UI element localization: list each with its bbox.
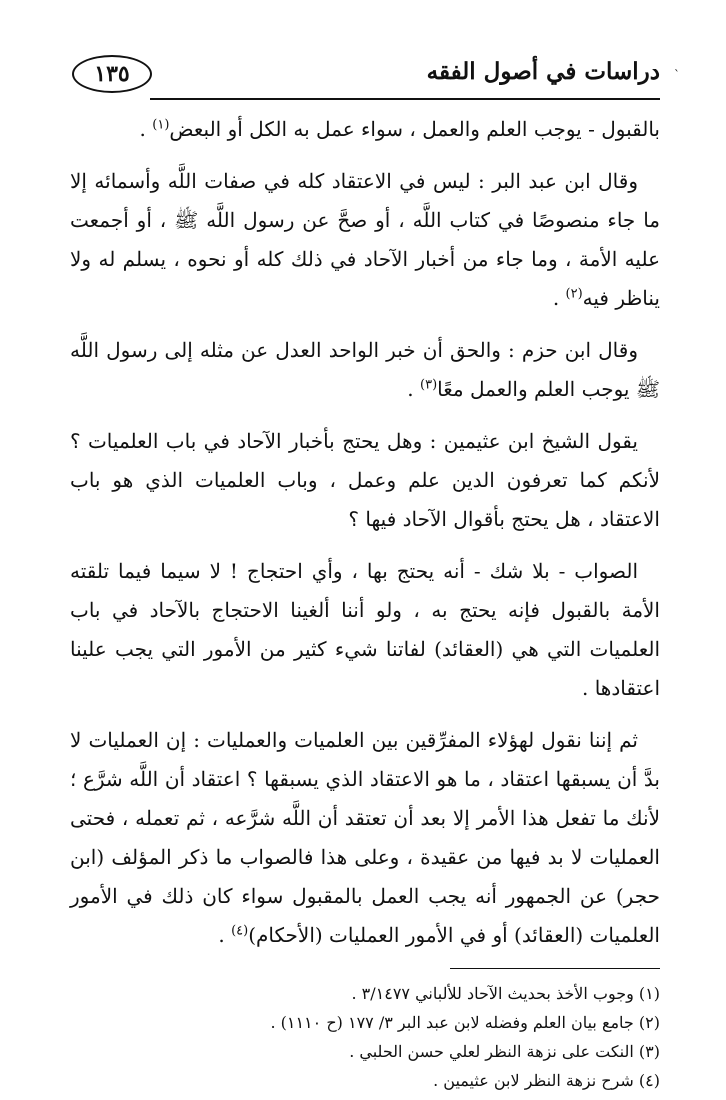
paragraph [70, 721, 660, 955]
footnote: (٢) جامع بيان العلم وفضله لابن عبد البر ٣/ ١٧٧ (ح ١١١٠) . [270, 1013, 660, 1032]
paragraph [70, 162, 660, 318]
footnote-ref: (١) [152, 117, 170, 133]
book-page [70, 40, 680, 1095]
paragraph [70, 422, 660, 539]
footnote-ref: (٢) [565, 286, 583, 302]
footnote-ref: (٤) [231, 923, 249, 939]
paragraph-text: ثم إننا نقول لهؤلاء المفرِّقين بين العلميات والعمليات : إن العمليات لا بدَّ أن يسبقها اعتقاد ، ما هو الاعتقاد الذي يسبقها ؟ اعتقاد أن اللَّه شرَّع ؛ لأنك ما تفعل هذا الأمر إلا بعد أن تعتقد أن اللَّه شرَّعه ، ثم تعمله ، فحتى العمليات لا بد فيها من عقيدة ، وعلى هذا فالصواب ما ذكر المؤلف (ابن حجر) عن الجمهور أنه يجب العمل بالمقبول سواء كان ذلك في الأمور العلميات (العقائد) أو في الأمور العمليات (الأحكام) [70, 728, 660, 947]
page-number: ١٣٥ [72, 55, 152, 93]
footnote: (٤) شرح نزهة النظر لابن عثيمين . [433, 1071, 660, 1090]
paragraph-end: . [218, 923, 232, 947]
paragraph [70, 552, 660, 708]
page-header [70, 40, 680, 110]
running-title: دراسات في أصول الفقه [426, 58, 660, 85]
header-mark: ` [674, 68, 680, 82]
footnotes [70, 979, 660, 1095]
paragraph-text: يقول الشيخ ابن عثيمين : وهل يحتج بأخبار الآحاد في باب العلميات ؟ لأنكم كما تعرفون الدين علم وعمل ، وباب العلميات الذي هو باب الاعتقاد ، هل يحتج بأقوال الآحاد فيها ؟ [70, 429, 660, 531]
header-rule [150, 98, 660, 100]
paragraph-text: بالقبول - يوجب العلم والعمل ، سواء عمل به الكل أو البعض [169, 117, 660, 141]
footnote: (٣) النكت على نزهة النظر لعلي حسن الحلبي . [349, 1042, 660, 1061]
paragraph-end: . [139, 117, 153, 141]
footnote-separator [450, 968, 660, 969]
paragraph-text: الصواب - بلا شك - أنه يحتج بها ، وأي احتجاج ! لا سيما فيما تلقته الأمة بالقبول فإنه يحتج به ، ولو أننا ألغينا الاحتجاج بالآحاد في باب العلميات التي هي (العقائد) لفاتنا شيء كثير من الأمور التي يجب علينا اعتقادها . [70, 559, 660, 700]
paragraph-end: . [407, 377, 421, 401]
paragraph [70, 110, 660, 149]
paragraph-text: وقال ابن حزم : والحق أن خبر الواحد العدل عن مثله إلى رسول اللَّه ﷺ يوجب العلم والعمل معًا [70, 338, 660, 401]
body-text [70, 110, 660, 955]
paragraph [70, 331, 660, 409]
paragraph-end: . [552, 286, 566, 310]
footnote: (١) وجوب الأخذ بحديث الآحاد للألباني ٣/١٤٧٧ . [351, 984, 660, 1003]
footnote-ref: (٣) [420, 377, 438, 393]
paragraph-text: وقال ابن عبد البر : ليس في الاعتقاد كله في صفات اللَّه وأسمائه إلا ما جاء منصوصًا في كتاب اللَّه ، أو صحَّ عن رسول اللَّه ﷺ ، أو أجمعت عليه الأمة ، وما جاء من أخبار الآحاد في ذلك كله أو نحوه ، يسلم له ولا يناظر فيه [70, 169, 660, 310]
